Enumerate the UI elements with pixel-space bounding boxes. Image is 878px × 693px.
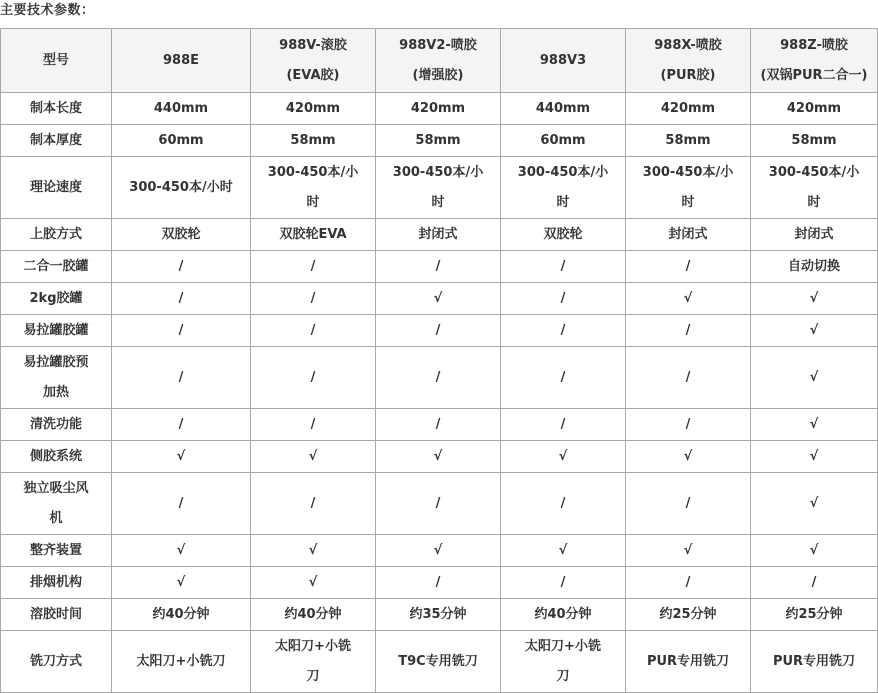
- cell-text: 988Z-喷胶: [780, 37, 848, 53]
- value-cell: [626, 219, 751, 251]
- cell-text: 300-450本/小: [768, 164, 860, 180]
- value-cell: [251, 441, 376, 473]
- value-cell: [751, 283, 878, 315]
- cell-text: 易拉罐胶预: [23, 354, 89, 370]
- row-label-cell: [1, 535, 112, 567]
- value-cell: [501, 409, 626, 441]
- cell-text: /: [685, 416, 691, 432]
- value-cell: [112, 251, 251, 283]
- cell-text: 太阳刀+小铣刀: [136, 653, 226, 669]
- cell-text: 420mm: [660, 100, 716, 116]
- cell-text: /: [685, 258, 691, 274]
- cell-text: PUR专用铣刀: [772, 653, 856, 669]
- cell-text: 双胶轮: [543, 226, 583, 242]
- cell-text: /: [178, 290, 184, 306]
- cell-text: /: [560, 322, 566, 338]
- value-cell: [626, 125, 751, 157]
- cell-text: 时: [807, 194, 821, 210]
- value-cell: [376, 125, 501, 157]
- cell-text: 60mm: [158, 132, 204, 148]
- cell-text: 58mm: [415, 132, 461, 148]
- table-row: [1, 251, 878, 283]
- cell-text: 58mm: [665, 132, 711, 148]
- table-row: [1, 125, 878, 157]
- cell-text: (EVA胶): [286, 67, 340, 83]
- value-cell: [376, 409, 501, 441]
- model-header-cell: [112, 29, 251, 93]
- cell-text: (PUR胶): [660, 67, 716, 83]
- table-row: [1, 631, 878, 693]
- row-label-cell: [1, 315, 112, 347]
- value-cell: [112, 535, 251, 567]
- cell-text: 420mm: [410, 100, 466, 116]
- cell-text: /: [310, 322, 316, 338]
- value-cell: [501, 125, 626, 157]
- cell-text: 封闭式: [794, 226, 834, 242]
- cell-text: /: [310, 369, 316, 385]
- cell-text: 自动切换: [787, 258, 840, 274]
- cell-text: 58mm: [791, 132, 837, 148]
- value-cell: [376, 251, 501, 283]
- cell-text: 理论速度: [29, 179, 82, 195]
- cell-text: 时: [556, 194, 570, 210]
- cell-text: 58mm: [290, 132, 336, 148]
- cell-text: √: [308, 542, 318, 558]
- cell-text: 300-450本/小: [267, 164, 359, 180]
- value-cell: [376, 473, 501, 535]
- value-cell: [112, 283, 251, 315]
- value-cell: [626, 157, 751, 219]
- cell-text: √: [809, 290, 819, 306]
- cell-text: 440mm: [535, 100, 591, 116]
- cell-text: 溶胶时间: [29, 606, 82, 622]
- cell-text: 机: [49, 510, 63, 526]
- value-cell: [751, 157, 878, 219]
- cell-text: 清洗功能: [29, 416, 82, 432]
- row-label-cell: [1, 125, 112, 157]
- value-cell: [251, 347, 376, 409]
- value-cell: [112, 409, 251, 441]
- value-cell: [501, 535, 626, 567]
- cell-text: 太阳刀+小铣: [275, 638, 351, 654]
- cell-text: √: [433, 290, 443, 306]
- row-label-cell: [1, 599, 112, 631]
- row-label-cell: [1, 567, 112, 599]
- value-cell: [251, 599, 376, 631]
- value-cell: [626, 409, 751, 441]
- value-cell: [626, 283, 751, 315]
- value-cell: [501, 251, 626, 283]
- cell-text: 约25分钟: [785, 606, 843, 622]
- cell-text: 时: [681, 194, 695, 210]
- cell-text: /: [310, 495, 316, 511]
- value-cell: [751, 473, 878, 535]
- value-cell: [251, 535, 376, 567]
- cell-text: 988V3: [539, 52, 587, 68]
- cell-text: 988X-喷胶: [654, 37, 722, 53]
- cell-text: /: [435, 369, 441, 385]
- cell-text: √: [176, 448, 186, 464]
- cell-text: √: [809, 322, 819, 338]
- value-cell: [112, 219, 251, 251]
- cell-text: 二合一胶罐: [23, 258, 89, 274]
- cell-text: 420mm: [285, 100, 341, 116]
- table-row: [1, 315, 878, 347]
- value-cell: [751, 409, 878, 441]
- cell-text: 侧胶系统: [29, 448, 82, 464]
- value-cell: [626, 535, 751, 567]
- cell-text: /: [685, 495, 691, 511]
- value-cell: [501, 599, 626, 631]
- cell-text: 440mm: [153, 100, 209, 116]
- value-cell: [112, 567, 251, 599]
- cell-text: √: [809, 369, 819, 385]
- cell-text: √: [558, 448, 568, 464]
- cell-text: /: [178, 322, 184, 338]
- value-cell: [376, 535, 501, 567]
- cell-text: √: [809, 416, 819, 432]
- value-cell: [501, 315, 626, 347]
- value-cell: [501, 219, 626, 251]
- cell-text: √: [433, 448, 443, 464]
- cell-text: 制本厚度: [29, 132, 82, 148]
- spec-table: [0, 28, 878, 693]
- table-row: [1, 473, 878, 535]
- model-header-cell: [501, 29, 626, 93]
- cell-text: 铣刀方式: [29, 653, 82, 669]
- cell-text: (双锅PUR二合一): [760, 67, 868, 83]
- cell-text: 约40分钟: [152, 606, 210, 622]
- value-cell: [501, 473, 626, 535]
- cell-text: 300-450本/小: [392, 164, 484, 180]
- value-cell: [376, 599, 501, 631]
- row-label-cell: [1, 631, 112, 693]
- cell-text: T9C专用铣刀: [398, 653, 478, 669]
- cell-text: 约40分钟: [534, 606, 592, 622]
- cell-text: /: [178, 369, 184, 385]
- row-label-cell: [1, 347, 112, 409]
- cell-text: 上胶方式: [29, 226, 82, 242]
- value-cell: [376, 283, 501, 315]
- cell-text: √: [433, 542, 443, 558]
- cell-text: /: [178, 416, 184, 432]
- cell-text: /: [435, 416, 441, 432]
- value-cell: [751, 93, 878, 125]
- cell-text: /: [310, 258, 316, 274]
- cell-text: /: [310, 416, 316, 432]
- cell-text: 封闭式: [418, 226, 458, 242]
- cell-text: PUR专用铣刀: [646, 653, 730, 669]
- cell-text: √: [683, 542, 693, 558]
- cell-text: /: [685, 322, 691, 338]
- value-cell: [376, 157, 501, 219]
- table-row: [1, 157, 878, 219]
- cell-text: 60mm: [540, 132, 586, 148]
- row-label-cell: [1, 219, 112, 251]
- value-cell: [251, 157, 376, 219]
- value-cell: [251, 631, 376, 693]
- value-cell: [112, 631, 251, 693]
- cell-text: 双胶轮: [161, 226, 201, 242]
- cell-text: 刀: [556, 668, 570, 684]
- value-cell: [751, 631, 878, 693]
- table-row: [1, 219, 878, 251]
- cell-text: √: [176, 574, 186, 590]
- header-row: [1, 29, 878, 93]
- cell-text: √: [558, 542, 568, 558]
- value-cell: [626, 315, 751, 347]
- value-cell: [626, 473, 751, 535]
- cell-text: /: [685, 574, 691, 590]
- value-cell: [112, 347, 251, 409]
- value-cell: [501, 93, 626, 125]
- cell-text: 排烟机构: [29, 574, 82, 590]
- value-cell: [751, 347, 878, 409]
- value-cell: [751, 567, 878, 599]
- cell-text: /: [560, 290, 566, 306]
- cell-text: 双胶轮EVA: [279, 226, 347, 242]
- table-row: [1, 599, 878, 631]
- cell-text: √: [809, 495, 819, 511]
- row-label-cell: [1, 473, 112, 535]
- cell-text: 约40分钟: [284, 606, 342, 622]
- value-cell: [251, 473, 376, 535]
- value-cell: [251, 409, 376, 441]
- value-cell: [751, 599, 878, 631]
- cell-text: 2kg胶罐: [29, 290, 83, 306]
- cell-text: /: [560, 416, 566, 432]
- value-cell: [112, 441, 251, 473]
- model-header-cell: [251, 29, 376, 93]
- value-cell: [251, 125, 376, 157]
- cell-text: /: [435, 258, 441, 274]
- cell-text: 988V-滚胶: [279, 37, 347, 53]
- cell-text: 约35分钟: [409, 606, 467, 622]
- value-cell: [376, 315, 501, 347]
- cell-text: √: [176, 542, 186, 558]
- value-cell: [376, 441, 501, 473]
- value-cell: [376, 631, 501, 693]
- cell-text: /: [435, 322, 441, 338]
- cell-text: 300-450本/小: [517, 164, 609, 180]
- cell-text: 易拉罐胶罐: [23, 322, 89, 338]
- table-row: [1, 567, 878, 599]
- cell-text: √: [683, 448, 693, 464]
- value-cell: [376, 347, 501, 409]
- cell-text: 整齐装置: [29, 542, 82, 558]
- value-cell: [112, 599, 251, 631]
- value-cell: [501, 631, 626, 693]
- value-cell: [376, 93, 501, 125]
- cell-text: 刀: [306, 668, 320, 684]
- cell-text: 时: [306, 194, 320, 210]
- value-cell: [501, 441, 626, 473]
- cell-text: (增强胶): [412, 67, 464, 83]
- cell-text: 420mm: [786, 100, 842, 116]
- value-cell: [751, 315, 878, 347]
- cell-text: 太阳刀+小铣: [525, 638, 601, 654]
- cell-text: /: [310, 290, 316, 306]
- model-header-cell: [376, 29, 501, 93]
- value-cell: [501, 567, 626, 599]
- cell-text: 300-450本/小时: [129, 179, 233, 195]
- value-cell: [751, 535, 878, 567]
- value-cell: [626, 93, 751, 125]
- cell-text: /: [685, 369, 691, 385]
- value-cell: [112, 157, 251, 219]
- value-cell: [112, 93, 251, 125]
- cell-text: 型号: [42, 52, 69, 68]
- cell-text: /: [178, 495, 184, 511]
- table-row: [1, 93, 878, 125]
- value-cell: [751, 219, 878, 251]
- cell-text: √: [308, 574, 318, 590]
- cell-text: √: [308, 448, 318, 464]
- value-cell: [751, 251, 878, 283]
- table-row: [1, 441, 878, 473]
- cell-text: /: [560, 369, 566, 385]
- value-cell: [251, 315, 376, 347]
- page-title: 主要技术参数：: [0, 3, 95, 18]
- cell-text: √: [683, 290, 693, 306]
- cell-text: 约25分钟: [659, 606, 717, 622]
- value-cell: [112, 315, 251, 347]
- header-label-cell: [1, 29, 112, 93]
- value-cell: [251, 219, 376, 251]
- value-cell: [626, 251, 751, 283]
- row-label-cell: [1, 441, 112, 473]
- model-header-cell: [626, 29, 751, 93]
- value-cell: [501, 283, 626, 315]
- cell-text: /: [811, 574, 817, 590]
- value-cell: [626, 441, 751, 473]
- cell-text: 封闭式: [668, 226, 708, 242]
- cell-text: 独立吸尘风: [23, 480, 89, 496]
- value-cell: [112, 125, 251, 157]
- value-cell: [751, 441, 878, 473]
- table-row: [1, 283, 878, 315]
- cell-text: /: [560, 495, 566, 511]
- cell-text: /: [560, 258, 566, 274]
- model-header-cell: [751, 29, 878, 93]
- value-cell: [251, 93, 376, 125]
- cell-text: 988E: [162, 52, 200, 68]
- cell-text: /: [435, 574, 441, 590]
- table-row: [1, 535, 878, 567]
- value-cell: [626, 599, 751, 631]
- cell-text: 300-450本/小: [642, 164, 734, 180]
- value-cell: [501, 347, 626, 409]
- row-label-cell: [1, 409, 112, 441]
- value-cell: [376, 567, 501, 599]
- row-label-cell: [1, 157, 112, 219]
- cell-text: √: [809, 542, 819, 558]
- value-cell: [251, 567, 376, 599]
- row-label-cell: [1, 251, 112, 283]
- cell-text: 时: [431, 194, 445, 210]
- cell-text: √: [809, 448, 819, 464]
- value-cell: [626, 347, 751, 409]
- value-cell: [626, 631, 751, 693]
- value-cell: [112, 473, 251, 535]
- value-cell: [751, 125, 878, 157]
- cell-text: /: [560, 574, 566, 590]
- table-row: [1, 409, 878, 441]
- table-row: [1, 347, 878, 409]
- cell-text: 制本长度: [29, 100, 82, 116]
- value-cell: [251, 283, 376, 315]
- row-label-cell: [1, 283, 112, 315]
- cell-text: /: [178, 258, 184, 274]
- cell-text: /: [435, 495, 441, 511]
- row-label-cell: [1, 93, 112, 125]
- cell-text: 988V2-喷胶: [399, 37, 477, 53]
- value-cell: [501, 157, 626, 219]
- cell-text: 加热: [42, 384, 69, 400]
- value-cell: [626, 567, 751, 599]
- value-cell: [251, 251, 376, 283]
- value-cell: [376, 219, 501, 251]
